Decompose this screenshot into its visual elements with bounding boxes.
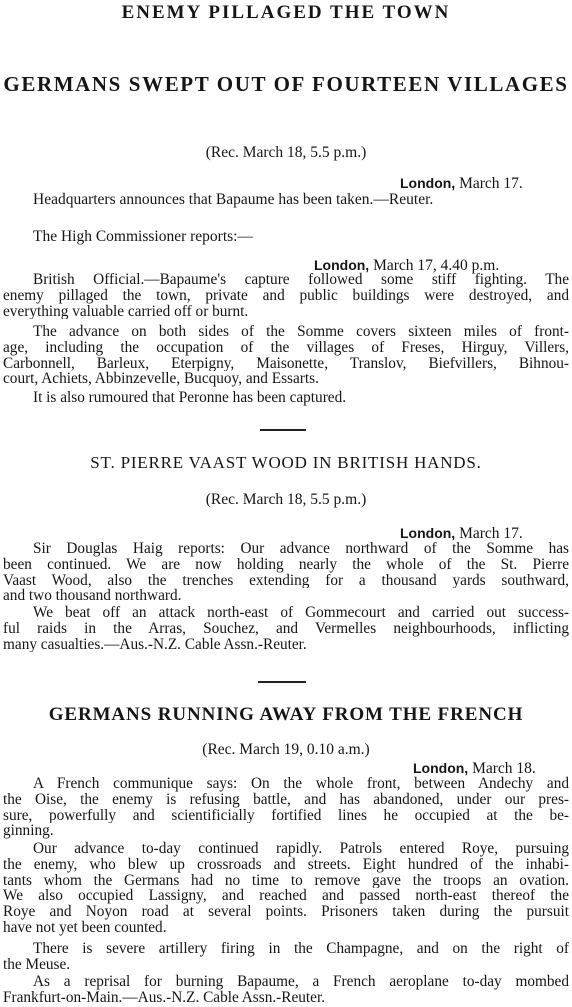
dateline-place: London,	[413, 760, 469, 776]
text-line: We beat off an attack north-east of Gommecourt and carried out success-	[33, 605, 569, 621]
text-line: many casualties.—Aus.-N.Z. Cable Assn.-Reuter.	[3, 636, 307, 653]
article2-headline: ST. PIERRE VAAST WOOD IN BRITISH HANDS.	[90, 453, 482, 472]
article1-headline: GERMANS SWEPT OUT OF FOURTEEN VILLAGES	[3, 72, 569, 96]
text-line: court, Achiets, Abbinzevelle, Bucquoy, and Essarts.	[3, 371, 319, 388]
dateline-date: March 17.	[459, 175, 523, 192]
article2-paragraph-2	[3, 605, 569, 652]
text-line: age, including the occupation of the villages of Freses, Hirguy, Villers,	[3, 339, 569, 356]
text-line: sure, powerfully and scientificially fortified lines he occupied at the be-	[3, 807, 569, 824]
article3-headline: GERMANS RUNNING AWAY FROM THE FRENCH	[48, 704, 524, 725]
article1-rec-line: (Rec. March 18, 5.5 p.m.)	[205, 144, 367, 161]
dateline-date: March 17, 4.40 p.m.	[373, 257, 500, 274]
article1-intro: Headquarters announces that Bapaume has been taken.—Reuter.	[33, 191, 434, 208]
text-line: and two thousand northward.	[3, 588, 182, 605]
text-line: tants whom the Germans had no time to remove gave the troops an ovation.	[3, 872, 569, 889]
text-line: Sir Douglas Haig reports: Our advance northward of the Somme has	[33, 541, 569, 557]
text-line: We also occupied Lassigny, and reached and passed north-east thereof the	[3, 888, 569, 905]
text-line: The advance on both sides of the Somme covers sixteen miles of front-	[33, 324, 569, 340]
dateline-place: London,	[400, 175, 456, 191]
article1-high-commissioner: The High Commissioner reports:—	[33, 228, 253, 245]
text-line: It is also rumoured that Peronne has been captured.	[33, 390, 347, 406]
text-line: As a reprisal for burning Bapaume, a French aeroplane to-day mombed	[33, 974, 569, 990]
dateline-place: London,	[400, 525, 456, 541]
text-line: Vaast Wood, also the trenches extending for a thousand yards southward,	[3, 572, 569, 589]
text-line: the enemy, who blew up crossroads and streets. Eight hundred of the inhabi-	[3, 856, 569, 873]
text-line: A French communique says: On the whole front, between Andechy and	[33, 776, 569, 792]
article1-paragraph-1	[3, 272, 569, 319]
text-line: Our advance to-day continued rapidly. Patrols entered Roye, pursuing	[33, 841, 569, 857]
dateline-place: London,	[314, 257, 370, 273]
text-line: everything valuable carried off or burnt.	[3, 303, 249, 320]
text-line: have not yet been counted.	[3, 919, 167, 936]
text-line: the Meuse.	[3, 956, 71, 973]
text-line: Carbonnell, Barleux, Eterpigny, Maisonette, Translov, Biefvillers, Bihnou-	[3, 355, 569, 372]
text-line: ginning.	[3, 823, 54, 840]
text-line: ful raids in the Arras, Souchez, and Vermelles neighbourhoods, inflicting	[3, 620, 569, 637]
section-divider	[258, 681, 306, 683]
article3-rec-line: (Rec. March 19, 0.10 a.m.)	[202, 741, 370, 758]
article3-paragraph-4	[3, 974, 569, 1006]
section-divider	[260, 429, 306, 431]
text-line: enemy pillaged the town, private and public buildings were destroyed, and	[3, 287, 569, 304]
text-line: been continued. We are now holding nearly the whole of the St. Pierre	[3, 556, 569, 573]
text-line: There is severe artillery firing in the Champagne, and on the right of	[33, 941, 569, 957]
article1-paragraph-3	[3, 390, 569, 406]
article3-paragraph-2	[3, 841, 569, 936]
article1-paragraph-2	[3, 324, 569, 387]
article2-rec-line: (Rec. March 18, 5.5 p.m.)	[205, 491, 367, 508]
article2-paragraph-1	[3, 541, 569, 604]
text-line: Frankfurt-on-Main.—Aus.-N.Z. Cable Assn.-Reuter.	[3, 989, 326, 1006]
dateline-date: March 17.	[459, 525, 523, 542]
text-line: British Official.—Bapaume's capture followed some stiff fighting. The	[33, 272, 569, 288]
dateline-date: March 18.	[472, 760, 536, 777]
top-headline: ENEMY PILLAGED THE TOWN	[121, 2, 451, 23]
article3-paragraph-1	[3, 776, 569, 839]
text-line: the Oise, the enemy is refusing battle, and has abandoned, under our pres-	[3, 791, 569, 808]
article3-paragraph-3	[3, 941, 569, 973]
text-line: Roye and Noyon road at several points. Prisoners taken during the pursuit	[3, 904, 569, 920]
